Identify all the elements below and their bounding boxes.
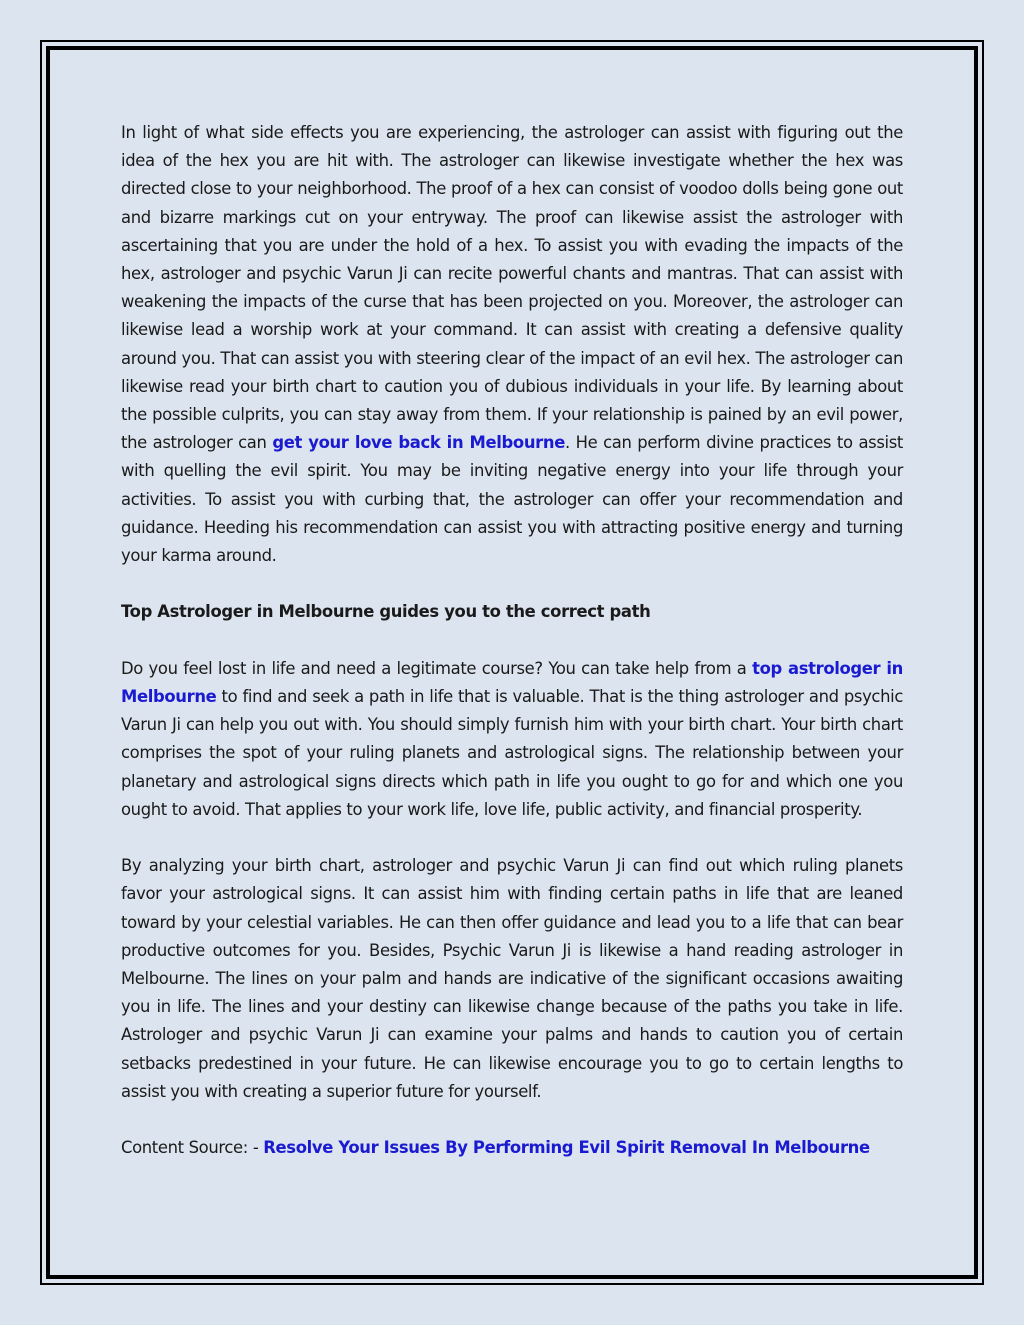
- paragraph-top-astrologer: [121, 655, 903, 824]
- love-back-link[interactable]: get your love back in Melbourne: [272, 433, 565, 453]
- paragraph-text: Do you feel lost in life and need a legitimate course? You can take help from a: [121, 658, 753, 678]
- content-source-link[interactable]: Resolve Your Issues By Performing Evil Spirit Removal In Melbourne: [263, 1138, 870, 1158]
- top-astrologer-link[interactable]: top astrologer in Melbourne: [121, 658, 903, 707]
- document-body: [121, 119, 903, 1191]
- paragraph-hex-removal: [121, 119, 903, 570]
- paragraph-text: to find and seek a path in life that is valuable. That is the thing astrologer and psychic Varun Ji can help you out with. You should simply furnish him with your birth chart. Your birth chart comprises the spot of your ruling planets and astrological signs. The relationship between your planetary and astrological signs directs which path in life you ought to go for and which one you ought to avoid. That applies to your work life, love life, public activity, and financial prosperity.: [121, 687, 903, 819]
- content-source-label: Content Source: -: [121, 1138, 264, 1158]
- content-source: [121, 1134, 903, 1162]
- paragraph-text: In light of what side effects you are experiencing, the astrologer can assist with figuring out the idea of the hex you are hit with. The astrologer can likewise investigate whether the hex was directed close to your neighborhood. The proof of a hex can consist of voodoo dolls being gone out and bizarre markings cut on your entryway. The proof can likewise assist the astrologer with ascertaining that you are under the hold of a hex. To assist you with evading the impacts of the hex, astrologer and psychic Varun Ji can recite powerful chants and mantras. That can assist with weakening the impacts of the curse that has been projected on you. Moreover, the astrologer can likewise lead a worship work at your command. It can assist with creating a defensive quality around you. That can assist you with steering clear of the impact of an evil hex. The astrologer can likewise read your birth chart to caution you of dubious individuals in your life. By learning about the possible culprits, you can stay away from them. If your relationship is pained by an evil power, the astrologer can: [121, 123, 903, 453]
- section-heading: Top Astrologer in Melbourne guides you to the correct path: [121, 602, 651, 622]
- paragraph-birth-chart: By analyzing your birth chart, astrologer and psychic Varun Ji can find out which ruling planets favor your astrological signs. It can assist him with finding certain paths in life that are leaned toward by your celestial variables. He can then offer guidance and lead you to a life that can bear productive outcomes for you. Besides, Psychic Varun Ji is likewise a hand reading astrologer in Melbourne. The lines on your palm and hands are indicative of the significant occasions awaiting you in life. The lines and your destiny can likewise change because of the paths you take in life. Astrologer and psychic Varun Ji can examine your palms and hands to caution you of certain setbacks predestined in your future. He can likewise encourage you to go to certain lengths to assist you with creating a superior future for yourself.: [121, 856, 903, 1101]
- paragraph-text: . He can perform divine practices to assist with quelling the evil spirit. You may be inviting negative energy into your life through your activities. To assist you with curbing that, the astrologer can offer your recommendation and guidance. Heeding his recommendation can assist you with attracting positive energy and turning your karma around.: [121, 433, 903, 566]
